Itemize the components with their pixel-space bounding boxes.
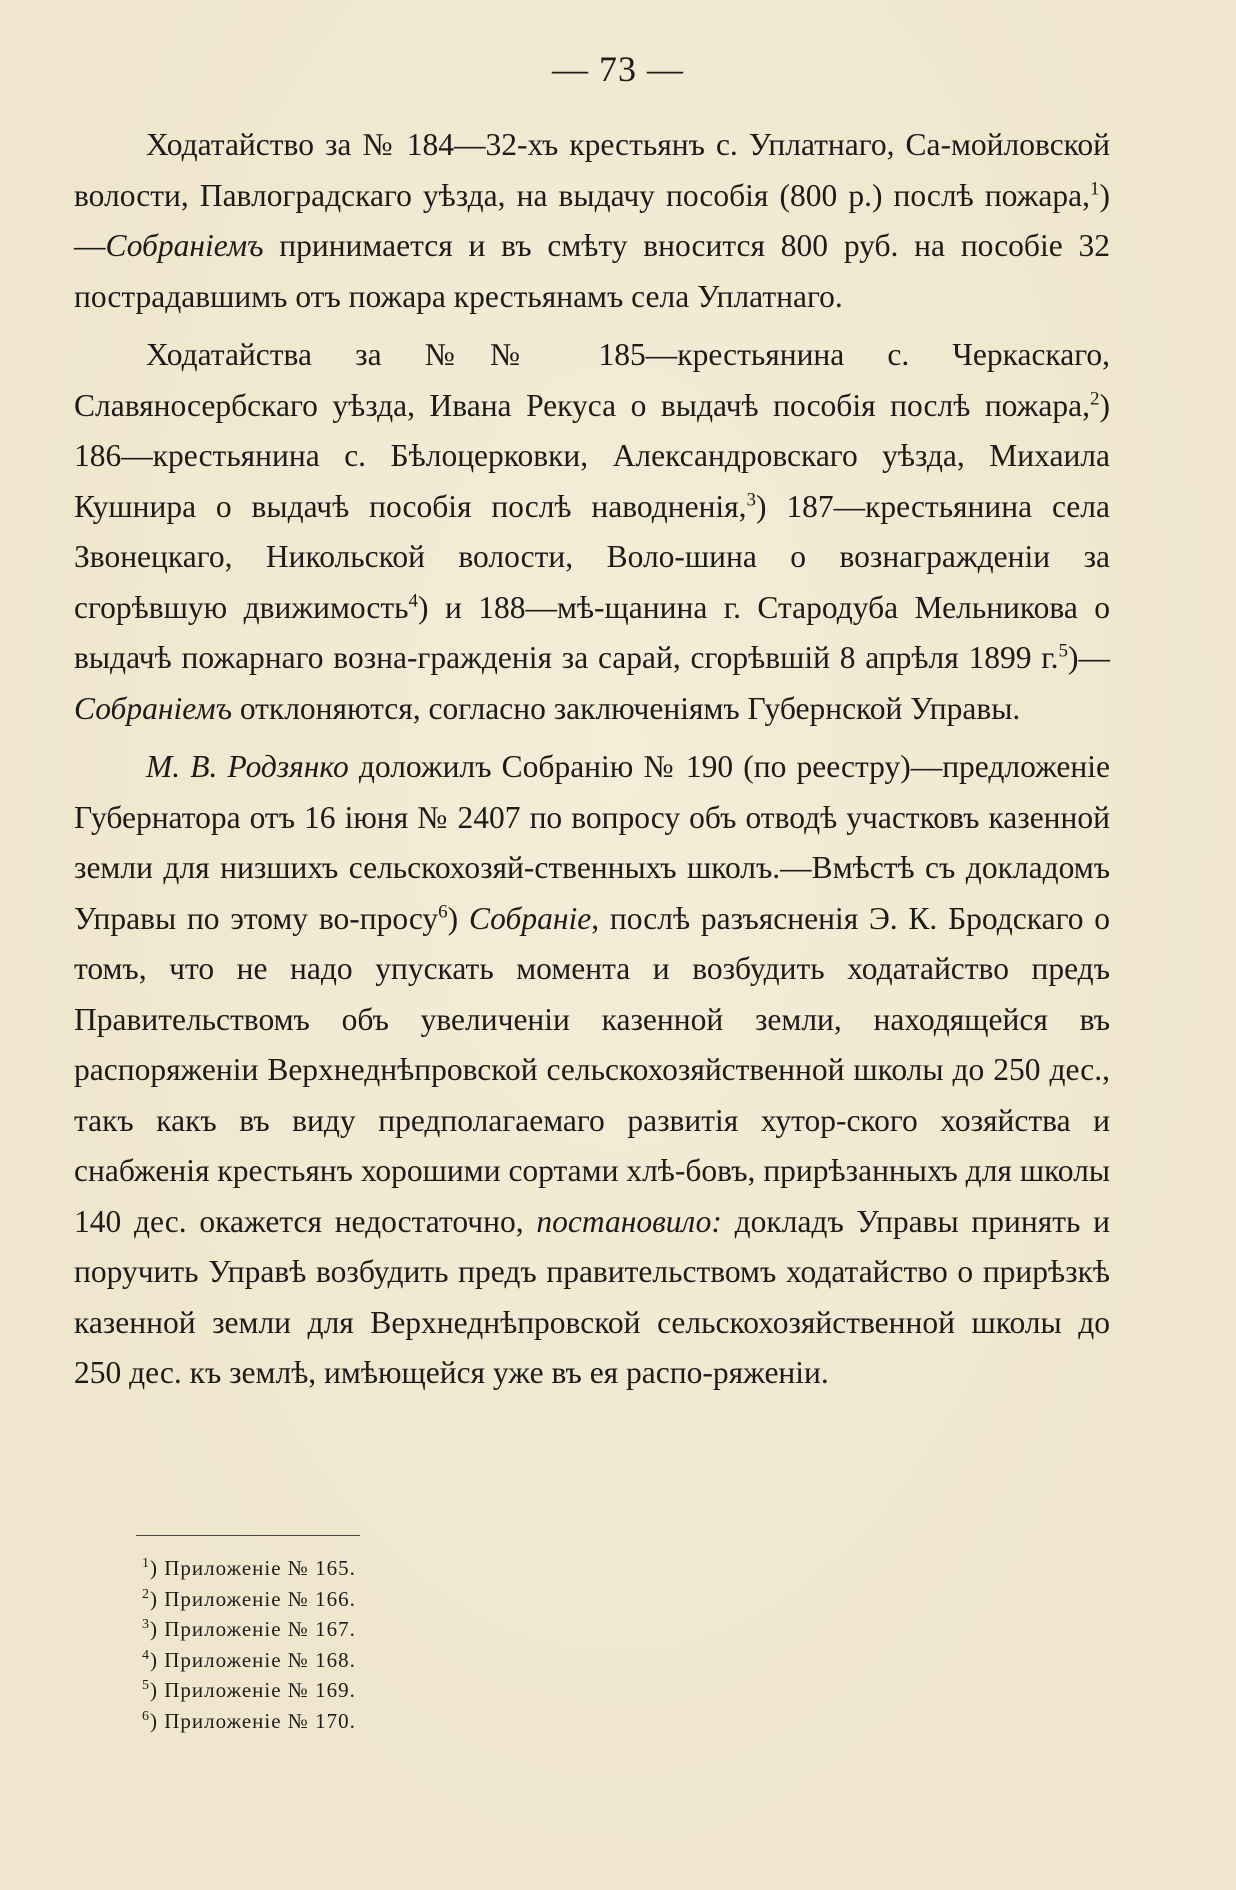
footnote-mark: 3 <box>142 1617 150 1632</box>
footnote-ref-6: 6 <box>438 901 448 922</box>
paragraph-text: ) 186—крестьянина с. Бѣлоцерковки, Александровскаго уѣзда, Михаила Кушнира о выдачѣ пособія послѣ наводненія, <box>74 387 1110 524</box>
footnote-5 <box>142 1675 356 1706</box>
footnote-mark: 4 <box>142 1647 150 1663</box>
italic-term: постановило: <box>536 1203 722 1239</box>
paragraph-report-190 <box>74 742 1110 1399</box>
paragraph-text: отклоняются, согласно заключеніямъ Губернской Управы. <box>231 690 1021 726</box>
paragraph-text: ) <box>447 900 469 936</box>
paragraph-text: ) и 188—мѣ-щанина г. Стародуба Мельникова о выдачѣ пожарнаго возна-гражденія за сарай, сгорѣвшій 8 апрѣля 1899 г. <box>74 589 1110 675</box>
footnote-mark: 5 <box>142 1678 150 1693</box>
footnote-2 <box>142 1584 356 1615</box>
paragraph-text: )— <box>1068 640 1110 675</box>
footnote-mark: 2 <box>142 1586 150 1602</box>
paragraph-text: доложилъ Собранію № 190 (по реестру)—предложеніе Губернатора отъ 16 іюня № 2407 по вопросу объ отводѣ участковъ казенной земли для низшихъ сельскохозяй-ственныхъ школъ.—Вмѣстѣ съ докладомъ Управы по этому во-просу <box>74 749 1111 936</box>
paragraph-text: Ходатайство за № 184—32-хъ крестьянъ с. Уплатнаго, Са-мойловской волости, Павлоградскаго уѣзда, на выдачу пособія (800 р.) послѣ пожара, <box>74 127 1110 213</box>
footnote-text: ) Приложеніе № 165. <box>150 1556 356 1580</box>
footnote-text: ) Приложеніе № 170. <box>150 1708 356 1733</box>
speaker-name: М. В. Родзянко <box>146 749 349 784</box>
footnote-1 <box>142 1553 356 1584</box>
page-number: — 73 — <box>552 49 684 89</box>
footnote-divider <box>136 1535 360 1536</box>
footnote-3 <box>142 1614 356 1645</box>
footnotes <box>142 1553 356 1736</box>
footnote-text: ) Приложеніе № 166. <box>150 1586 356 1611</box>
footnote-text: ) Приложеніе № 169. <box>150 1678 356 1702</box>
footnote-ref-2: 2 <box>1090 388 1100 409</box>
footnote-mark: 6 <box>142 1708 150 1724</box>
footnote-ref-4: 4 <box>408 590 419 611</box>
paragraph-text: )— <box>74 177 1110 263</box>
italic-term: Собраніе <box>468 900 592 936</box>
body-text <box>74 120 1110 1399</box>
paragraph-text: Ходатайства за №№ 185—крестьянина с. Черкаскаго, Славяносербскаго уѣзда, Ивана Рекуса о выдачѣ пособія послѣ пожара, <box>74 337 1110 423</box>
footnote-text: ) Приложеніе № 167. <box>150 1617 356 1641</box>
italic-term: Собраніемъ <box>105 228 264 263</box>
paragraph-text: ) 187—крестьянина села Звонецкаго, Никольской волости, Воло-шина о вознагражденіи за сгорѣвшую движимость <box>74 488 1110 625</box>
footnote-ref-5: 5 <box>1058 640 1068 662</box>
footnote-6 <box>142 1706 356 1737</box>
footnote-mark: 1 <box>142 1556 150 1571</box>
paragraph-petitions-185-188 <box>74 330 1110 734</box>
paragraph-text: , послѣ разъясненія Э. К. Бродскаго о томъ, что не надо упускать момента и возбудить ходатайство предъ Правительствомъ объ увеличеніи казенной земли, находящейся въ распоряженіи Верхнеднѣпровской сельскохозяйственной школы до 250 дес., такъ какъ въ виду предполагаемаго развитія хутор-ского хозяйства и снабженія крестьянъ хорошими сортами хлѣ-бовъ, прирѣзанныхъ для школы 140 дес. окажется недостаточно, <box>74 900 1110 1239</box>
paragraph-text: принимается и въ смѣту вносится 800 руб. на пособіе 32 пострадавшимъ отъ пожара крестьянамъ села Уплатнаго. <box>74 228 1110 314</box>
footnote-text: ) Приложеніе № 168. <box>150 1647 356 1672</box>
italic-term: Собраніемъ <box>74 690 232 726</box>
footnote-ref-1: 1 <box>1090 178 1100 199</box>
paragraph-text: докладъ Управы принять и поручить Управѣ возбудить предъ правительствомъ ходатайство о прирѣзкѣ казенной земли для Верхнеднѣпровской сельскохозяйственной школы до 250 дес. къ землѣ, имѣющейся уже въ ея распо-ряженіи. <box>74 1203 1110 1390</box>
footnote-ref-3: 3 <box>746 489 757 510</box>
footnote-4 <box>142 1645 356 1676</box>
paragraph-petition-184 <box>74 120 1110 322</box>
